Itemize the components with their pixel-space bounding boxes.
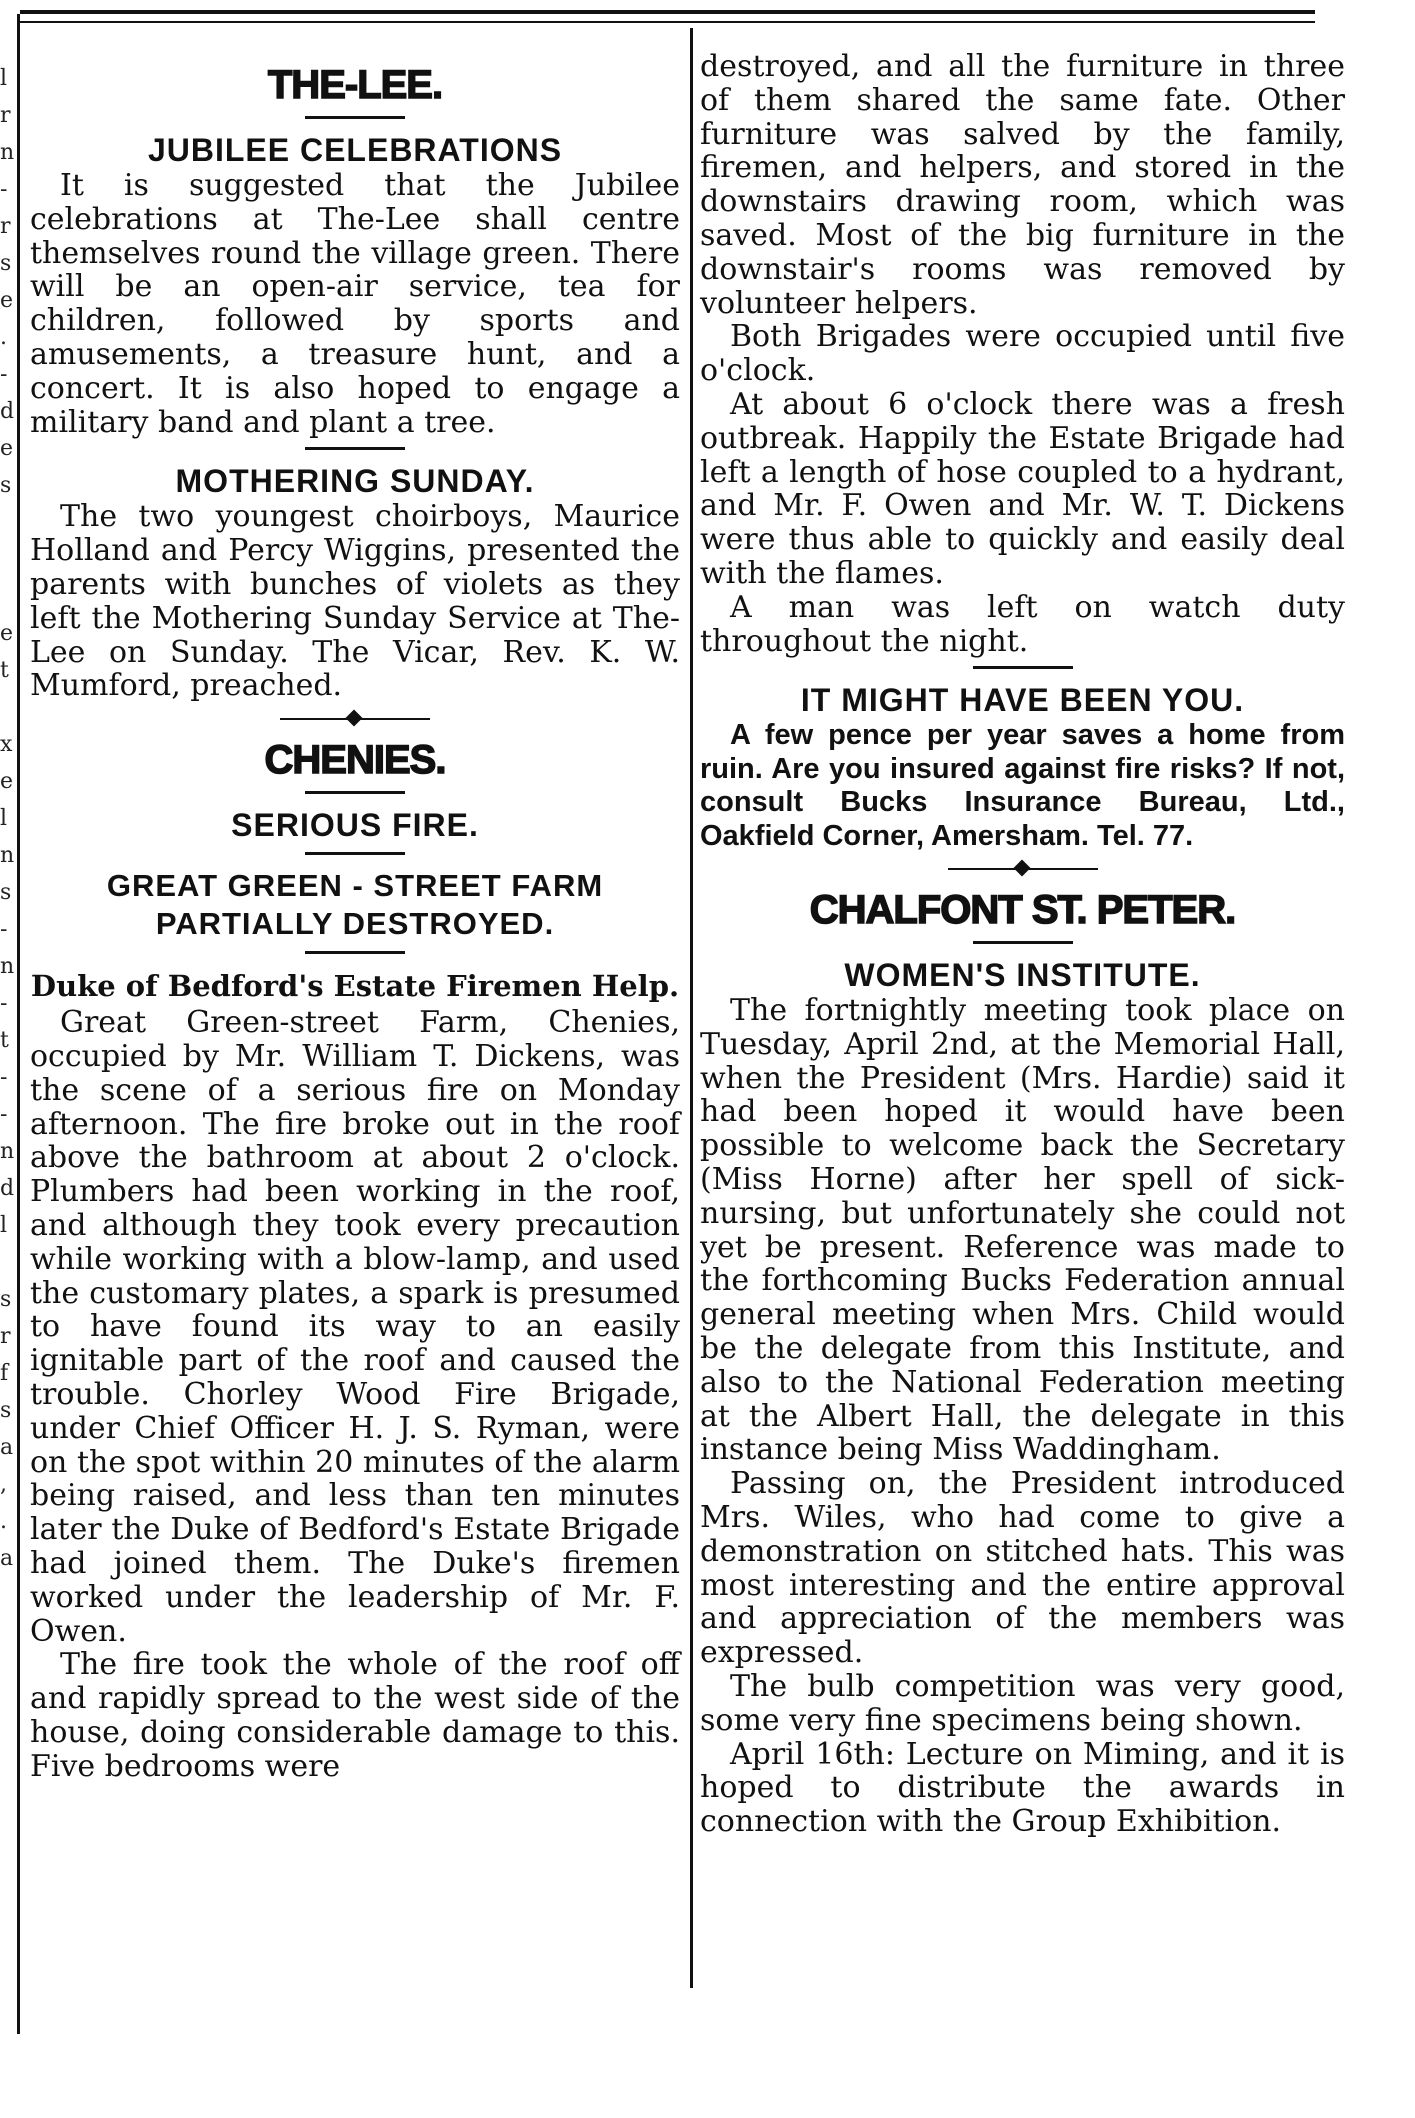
edge-fragment: n xyxy=(0,843,15,868)
edge-fragment: x xyxy=(0,732,13,757)
short-rule xyxy=(305,951,405,954)
fire-continued-2: Both Brigades were occupied until five o'clock. xyxy=(700,319,1345,389)
edge-fragment: - xyxy=(0,1065,8,1090)
jubilee-heading: JUBILEE CELEBRATIONS xyxy=(147,132,563,168)
edge-fragment: e xyxy=(0,288,14,313)
ad-heading: IT MIGHT HAVE BEEN YOU. xyxy=(800,682,1245,719)
edge-fragment: r xyxy=(0,103,11,128)
wi-paragraph-3: The bulb competition was very good, some very fine specimens being shown. xyxy=(700,1668,1345,1738)
short-rule xyxy=(305,852,405,855)
edge-fragment: s xyxy=(0,251,12,276)
top-double-rule-lower xyxy=(20,21,1315,23)
jubilee-paragraph: It is suggested that the Jubilee celebrations at The-Lee shall centre themselves round the village green. There will be an open-air service, tea for children, followed by sports and amusements, a treasure hunt, and a concert. It is also hoped to engage a military band and plant a tree. xyxy=(30,168,680,440)
edge-fragment: l xyxy=(0,1213,8,1238)
edge-fragment: . xyxy=(0,1509,7,1534)
fire-paragraph-1: Great Green-street Farm, Chenies, occupied by Mr. William T. Dickens, was the scene of a serious fire on Monday afternoon. The fire broke out in the roof above the bathroom at about 2 o'clock. Plumbers had been working in the roof, and although they took every precaution while working with a blow-lamp, and used the customary plates, a spark is presumed to have found its way to an easily ignitable part of the roof and caused the trouble. Chorley Wood Fire Brigade, under Chief Officer H. J. S. Ryman, were on the spot within 20 minutes of the alarm being raised, and less than ten minutes later the Duke of Bedford's Estate Brigade had joined them. The Duke's firemen worked under the leadership of Mr. F. Owen. xyxy=(30,1005,680,1649)
edge-fragment: - xyxy=(0,917,8,942)
duke-of-bedford-heading: Duke of Bedford's Estate Firemen Help. xyxy=(30,969,680,1004)
edge-fragment: a xyxy=(0,1435,14,1460)
edge-fragment: . xyxy=(0,325,7,350)
section-heading-the-lee: THE-LEE. xyxy=(267,63,443,107)
edge-fragment: - xyxy=(0,362,8,387)
edge-fragment: r xyxy=(0,1324,11,1349)
top-double-rule xyxy=(20,10,1315,14)
section-heading-chenies: CHENIES. xyxy=(264,738,446,783)
womens-institute-heading: WOMEN'S INSTITUTE. xyxy=(844,956,1201,993)
edge-fragment: e xyxy=(0,621,14,646)
mothering-sunday-heading: MOTHERING SUNDAY. xyxy=(175,463,535,500)
short-rule xyxy=(305,791,405,794)
left-column-rule xyxy=(17,14,20,2034)
edge-fragment xyxy=(0,1244,14,1281)
insurance-advert: A few pence per year saves a home from ruin. Are you insured against fire risks? If not, consult Bucks Insurance Bureau, Ltd., Oakfield Corner, Amersham. Tel. 77. xyxy=(700,719,1345,852)
edge-fragment: r xyxy=(0,214,11,239)
right-column xyxy=(700,50,1345,1839)
fire-continued-4: A man was left on watch duty throughout the night. xyxy=(700,589,1345,659)
edge-fragment xyxy=(0,689,14,726)
fire-continued-3: At about 6 o'clock there was a fresh outbreak. Happily the Estate Brigade had left a length of hose coupled to a hydrant, and Mr. F. Owen and Mr. W. T. Dickens were thus able to quickly and easily deal with the flames. xyxy=(700,386,1345,591)
edge-fragment: n xyxy=(0,140,15,165)
edge-fragment: e xyxy=(0,436,14,461)
edge-fragment: - xyxy=(0,991,8,1016)
edge-fragment: s xyxy=(0,880,12,905)
diamond-divider xyxy=(280,709,430,729)
edge-fragment: l xyxy=(0,806,8,831)
edge-fragment: t xyxy=(0,658,9,683)
edge-fragment: - xyxy=(0,177,8,202)
short-rule xyxy=(973,666,1073,669)
edge-fragment: - xyxy=(0,1102,8,1127)
edge-fragment: n xyxy=(0,954,15,979)
edge-fragment xyxy=(0,504,14,541)
edge-fragment: l xyxy=(0,66,8,91)
center-column-rule xyxy=(690,28,693,1988)
fire-paragraph-2: The fire took the whole of the roof off and rapidly spread to the west side of the house, doing considerable damage to this. Five bedrooms were xyxy=(30,1647,680,1784)
left-column xyxy=(30,62,680,1783)
wi-paragraph-4: April 16th: Lecture on Miming, and it is hoped to distribute the awards in connection with the Group Exhibition. xyxy=(700,1736,1345,1840)
mothering-sunday-paragraph: The two youngest choirboys, Maurice Holland and Percy Wiggins, presented the parents with bunches of violets as they left the Mothering Sunday Service at The-Lee on Sunday. The Vicar, Rev. K. W. Mumford, preached. xyxy=(30,499,680,704)
diamond-divider xyxy=(948,859,1098,879)
short-rule xyxy=(305,116,405,119)
farm-heading-line-2: PARTIALLY DESTROYED. xyxy=(155,906,555,942)
edge-fragment xyxy=(0,578,14,615)
edge-fragment: s xyxy=(0,473,12,498)
edge-fragment: s xyxy=(0,1398,12,1423)
edge-fragment: d xyxy=(0,1176,15,1201)
cropped-edge-fragments xyxy=(0,60,14,1577)
edge-fragment xyxy=(0,541,14,578)
section-heading-chalfont: CHALFONT ST. PETER. xyxy=(809,887,1236,932)
wi-paragraph-2: Passing on, the President introduced Mrs. Wiles, who had come to give a demonstration on stitched hats. This was most interesting and the entire approval and appreciation of the members was expressed. xyxy=(700,1466,1345,1671)
serious-fire-heading: SERIOUS FIRE. xyxy=(231,807,479,844)
edge-fragment: e xyxy=(0,769,14,794)
edge-fragment: a xyxy=(0,1546,14,1571)
edge-fragment: n xyxy=(0,1139,15,1164)
fire-continued-1: destroyed, and all the furniture in three of them shared the same fate. Other furniture was salved by the family, firemen, and helpers, and stored in the downstairs drawing room, which was saved. Most of the big furniture in the downstair's rooms was removed by volunteer helpers. xyxy=(700,49,1345,321)
short-rule xyxy=(973,941,1073,944)
edge-fragment: s xyxy=(0,1287,12,1312)
edge-fragment: f xyxy=(0,1361,9,1386)
farm-heading-line-1: GREAT GREEN - STREET FARM xyxy=(106,868,604,904)
edge-fragment: d xyxy=(0,399,15,424)
edge-fragment: , xyxy=(0,1472,7,1497)
short-rule xyxy=(305,447,405,450)
wi-paragraph-1: The fortnightly meeting took place on Tuesday, April 2nd, at the Memorial Hall, when the President (Mrs. Hardie) said it had been hoped it would have been possible to welcome back the Secretary (Miss Horne) after her spell of sick-nursing, but unfortunately she could not yet be present. Reference was made to the forthcoming Bucks Federation annual general meeting when Mrs. Child would be the delegate from this Institute, and also to the National Federation meeting at the Albert Hall, the delegate in this instance being Miss Waddingham. xyxy=(700,992,1345,1468)
edge-fragment: t xyxy=(0,1028,9,1053)
